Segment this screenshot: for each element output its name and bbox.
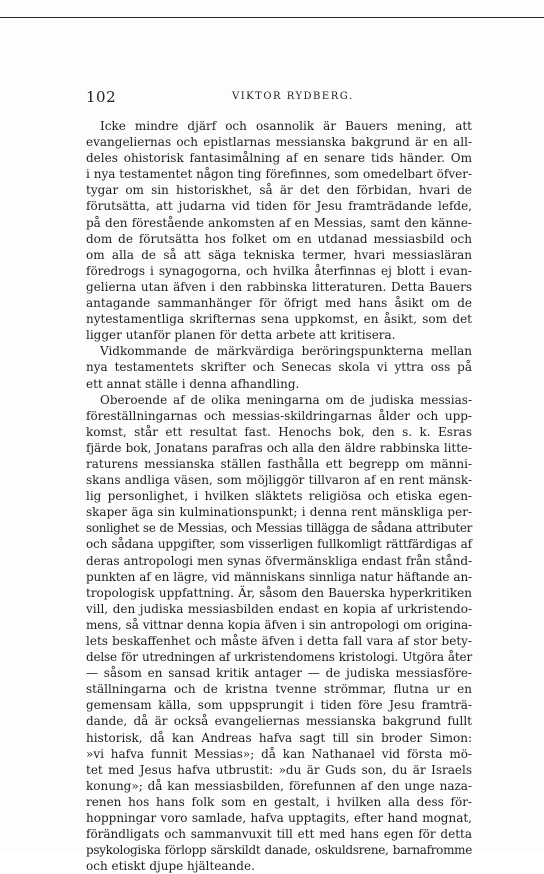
- text-line: hoppningar voro samlade, hafva upptagits, efter hand mognat,: [86, 811, 472, 826]
- text-line: på den förestående ankomsten af en Messias, samt den känne-: [86, 215, 472, 230]
- text-line: gelierna utan äfven i den rabbinska litteraturen. Detta Bauers: [86, 279, 472, 294]
- text-line: och etiskt djupe hjälteande.: [86, 859, 255, 874]
- text-line: skaper äga sin kulminationspunkt; i denna rent mänskliga per-: [86, 505, 472, 520]
- text-line: föredrogs i synagogorna, och hvilka återfinnas ej blott i evan-: [86, 263, 472, 278]
- text-line: antagande sammanhänger för öfrigt med hans åsikt om de: [86, 296, 472, 311]
- text-line: raturens messianska ställen fasthålla ett begrepp om männi-: [86, 456, 472, 471]
- text-line: deles ohistorisk fantasimålning af en senare tids händer. Om: [86, 151, 472, 166]
- text-line: tet med Jesus hafva utbrustit: »du är Guds son, du är Israels: [86, 762, 472, 777]
- text-line: komst, står ett resultat fast. Henochs bok, den s. k. Esras: [86, 424, 472, 439]
- text-line: evangeliernas och epistlarnas messianska bakgrund är en all-: [86, 135, 472, 150]
- text-line: Vidkommande de märkvärdiga beröringspunkterna mellan: [100, 344, 472, 359]
- text-line: ett annat ställe i denna afhandling.: [86, 376, 300, 391]
- text-line: dande, då är också evangeliernas messianska bakgrund fullt: [86, 714, 472, 729]
- paragraph: [86, 118, 472, 343]
- text-line: ställningarna och de kristna tvenne strömmar, flutna ur en: [86, 682, 472, 697]
- text-line: nytestamentliga skrifternas sena uppkomst, en åsikt, som det: [86, 312, 472, 327]
- text-line: delse för utredningen af urkristendomens kristologi. Utgöra åter: [86, 650, 472, 665]
- paragraph: [86, 392, 472, 874]
- text-line: »vi hafva funnit Messias»; då kan Nathanael vid första mö-: [86, 746, 472, 761]
- text-line: sonlighet se de Messias, och Messias tillägga de sådana attributer: [86, 521, 472, 536]
- text-line: mens, så vittnar denna kopia äfven i sin antropologi om origina-: [86, 617, 472, 632]
- text-line: lig personlighet, i hvilken släktets religiösa och etiska egen-: [86, 489, 472, 504]
- text-line: tropologisk uppfattning. Är, såsom den Bauerska hyperkritiken: [86, 585, 472, 600]
- text-line: föreställningarnas och messias-skildringarnas ålder och upp-: [86, 408, 472, 423]
- text-line: Icke mindre djärf och osannolik är Bauers mening, att: [100, 119, 472, 133]
- text-line: om alla de så att säga tekniska termer, hvari messiasläran: [86, 247, 472, 262]
- text-line: förändligats och sammanvuxit till ett med hans egen för detta: [86, 827, 472, 842]
- text-line: fjärde bok, Jonatans parafras och alla den äldre rabbinska litte-: [86, 440, 472, 455]
- text-line: punkten af en lägre, vid människans sinnliga natur häftande an-: [86, 569, 472, 584]
- text-line: ligger utanför planen för detta arbete att kritisera.: [86, 328, 396, 343]
- page-header: [86, 88, 466, 108]
- text-line: och sådana uppgifter, som visserligen fullkomligt rättfärdigas af: [86, 537, 472, 552]
- text-line: deras antropologi men synas öfvermänskliga endast från stånd-: [86, 553, 472, 568]
- text-line: historisk, då kan Andreas hafva sagt till sin broder Simon:: [86, 730, 472, 745]
- text-line: skans andliga väsen, som möjliggör tillvaron af en rent mänsk-: [86, 473, 472, 488]
- text-line: Oberoende af de olika meningarna om de judiska messias-: [100, 392, 472, 407]
- text-line: vill, den judiska messiasbilden endast en kopia af urkristendo-: [86, 601, 472, 616]
- text-line: dom de förutsätta hos folket om en utdanad messiasbild och: [86, 231, 472, 246]
- body-text: [86, 118, 472, 874]
- text-line: — såsom en sansad kritik antager — de judiska messiasföre-: [86, 666, 472, 681]
- text-line: konung»; då kan messiasbilden, förefunnen af den unge naza-: [86, 778, 472, 793]
- text-line: tygar om sin historiskhet, så är det den förbidan, hvari de: [86, 183, 472, 198]
- text-line: gemensam källa, som uppsprungit i tiden före Jesu framträ-: [86, 698, 472, 713]
- text-line: i nya testamentet någon ting förefinnes, som omedelbart öfver-: [86, 167, 472, 182]
- paragraph: [86, 343, 472, 391]
- text-line: psykologiska förlopp särskildt danade, oskuldsrene, barnafromme: [86, 843, 472, 858]
- running-head: VIKTOR RYDBERG.: [232, 91, 354, 102]
- top-rule: [0, 17, 544, 18]
- text-line: renen hos hans folk som en gestalt, i hvilken alla dess för-: [86, 794, 472, 809]
- page-number: 102: [86, 88, 117, 106]
- text-line: nya testamentets skrifter och Senecas skola vi yttra oss på: [86, 360, 472, 375]
- text-line: lets beskaffenhet och måste äfven i detta fall vara af stor bety-: [86, 634, 472, 648]
- text-line: förutsätta, att judarna vid tiden för Jesu framträdande lefde,: [86, 199, 472, 214]
